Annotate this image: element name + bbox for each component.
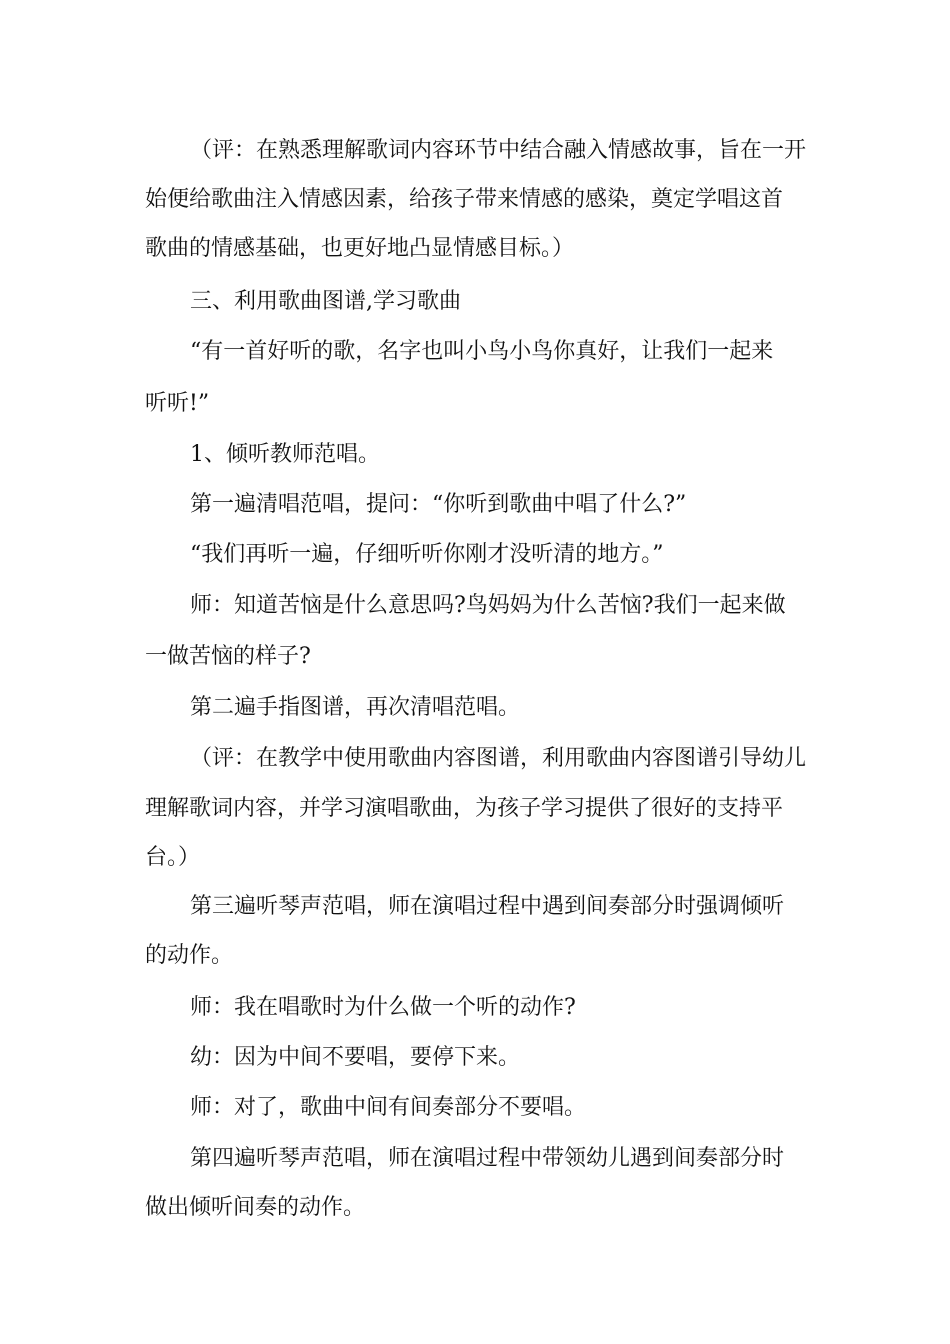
child-answer: 幼：因为中间不要唱，要停下来。: [190, 1045, 521, 1070]
step-heading: 1、倾听教师范唱。: [190, 442, 380, 467]
quote-paragraph-line-2: 听听!”: [145, 391, 210, 416]
teacher-question-why: 师：我在唱歌时为什么做一个听的动作?: [190, 995, 576, 1020]
comment2-line-3: 台。）: [145, 845, 201, 870]
third-pass-line-1: 第三遍听琴声范唱，师在演唱过程中遇到间奏部分时强调倾听: [190, 894, 785, 919]
teacher-question-line-2: 一做苦恼的样子?: [145, 644, 311, 669]
comment2-line-2: 理解歌词内容，并学习演唱歌曲，为孩子学习提供了很好的支持平: [145, 796, 784, 821]
comment2-line-1: （评：在教学中使用歌曲内容图谱，利用歌曲内容图谱引导幼儿: [190, 746, 807, 771]
comment-paragraph-line-1: （评：在熟悉理解歌词内容环节中结合融入情感故事，旨在一开: [190, 138, 807, 163]
paragraph-listen-again: “我们再听一遍，仔细听听你刚才没听清的地方。”: [190, 542, 664, 567]
comment-paragraph-line-2: 始便给歌曲注入情感因素，给孩子带来情感的感染，奠定学唱这首: [145, 187, 784, 212]
comment-paragraph-line-3: 歌曲的情感基础，也更好地凸显情感目标。）: [145, 236, 575, 261]
third-pass-line-2: 的动作。: [145, 943, 234, 968]
paragraph-second-pass: 第二遍手指图谱，再次清唱范唱。: [190, 695, 521, 720]
teacher-confirm: 师：对了，歌曲中间有间奏部分不要唱。: [190, 1095, 587, 1120]
quote-paragraph-line-1: “有一首好听的歌，名字也叫小鸟小鸟你真好，让我们一起来: [190, 339, 774, 364]
teacher-question-line-1: 师：知道苦恼是什么意思吗?鸟妈妈为什么苦恼?我们一起来做: [190, 593, 786, 618]
paragraph-first-pass: 第一遍清唱范唱，提问：“你听到歌曲中唱了什么?”: [190, 492, 687, 517]
fourth-pass-line-2: 做出倾听间奏的动作。: [145, 1195, 366, 1220]
fourth-pass-line-1: 第四遍听琴声范唱，师在演唱过程中带领幼儿遇到间奏部分时: [190, 1146, 785, 1171]
section-heading: 三、利用歌曲图谱,学习歌曲: [190, 289, 461, 314]
